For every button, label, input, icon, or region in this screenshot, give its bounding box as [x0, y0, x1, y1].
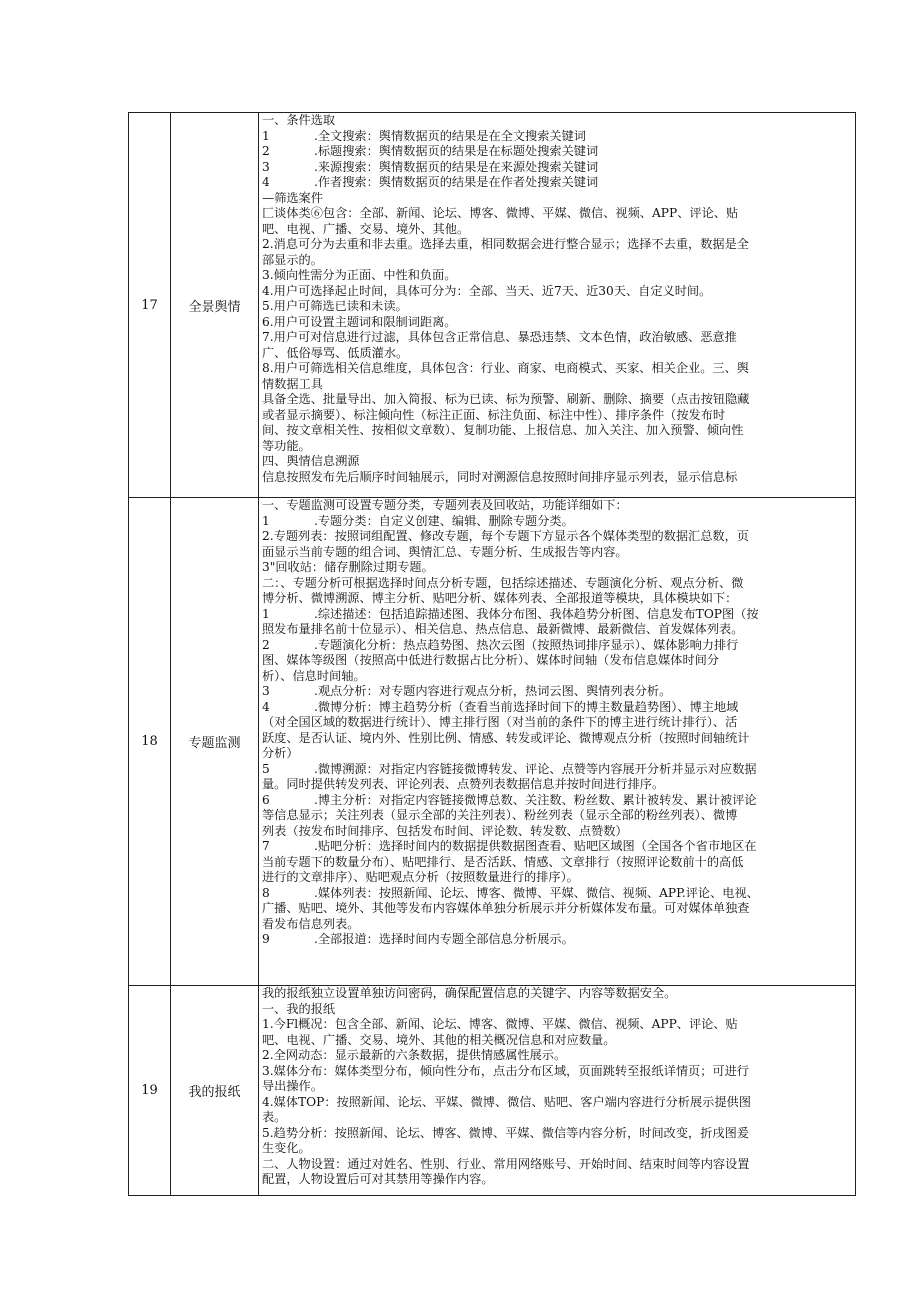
line-text: .微博分析：博主趋势分析（查看当前选择时间下的博主数量趋势图）、博主地域 — [314, 699, 739, 714]
line-text: 量。同时提供转发列表、评论列表、点赞列表数据信息并按时间进行排序。 — [262, 777, 665, 791]
line-text: 5.用户可筛选已读和未读。 — [262, 299, 408, 313]
line-text: 或者显示摘要）、标注倾向性（标注正面、标注负面、标注中性）、排序条件（按发布时 — [262, 407, 726, 422]
description-line — [262, 839, 853, 855]
line-text: 一、我的报纸 — [262, 1001, 336, 1016]
description-line — [262, 1110, 853, 1126]
description-line — [262, 514, 853, 530]
description-line — [262, 715, 853, 731]
line-text: .全文搜索：舆情数据页的结果是在全文搜索关键词 — [314, 128, 586, 143]
description-line — [262, 1064, 853, 1080]
description-line — [262, 253, 853, 269]
description-line — [262, 408, 853, 424]
description-line — [262, 237, 853, 253]
description-line — [262, 1079, 853, 1095]
line-text: .专题分类：自定义创建、编辑、删除专题分类。 — [314, 513, 574, 528]
description-line — [262, 206, 853, 222]
description-line — [262, 870, 853, 886]
description-line — [262, 653, 853, 669]
feature-name: 专题监测 — [171, 498, 259, 986]
line-text: 面显示当前专题的组合词、舆情汇总、专题分析、生成报告等内容。 — [262, 544, 628, 559]
description-line — [262, 932, 853, 948]
item-number: 6 — [262, 792, 270, 807]
item-number: 9 — [262, 932, 270, 946]
line-text: 生变化。 — [262, 1141, 311, 1155]
table-row — [129, 498, 856, 986]
line-text: 博分析、微博溯源、博主分析、贴吧分析、媒体列表、全部报道等模块，具体模块如下： — [262, 591, 738, 605]
line-text: 吧、电视、广播、交易、境外、其他。 — [262, 221, 470, 236]
line-text: （对全国区域的数据进行统计）、博主排行图（对当前的条件下的博主进行统计排行）、活 — [262, 715, 738, 729]
line-text: .微博溯源：对指定内容链接微博转发、评论、点赞等内容展开分析并显示对应数据 — [314, 761, 757, 776]
description-line — [262, 423, 853, 439]
description-line — [262, 777, 853, 793]
description-line — [262, 684, 853, 700]
description-line — [262, 439, 853, 455]
description-line — [262, 808, 853, 824]
description-line — [262, 986, 853, 1002]
description-line — [262, 377, 853, 393]
line-text: 列表（按发布时间排序、包括发布时间、评论数、转发数、点赞数） — [262, 823, 628, 838]
description-line — [262, 731, 853, 747]
description-line — [262, 330, 853, 346]
line-text: 3.媒体分布：媒体类型分布，倾向性分布，点击分布区域，页面跳转至报纸详情页；可进行 — [262, 1063, 749, 1078]
description-line — [262, 1172, 853, 1188]
line-text: 析）、信息时间轴。 — [262, 668, 366, 683]
description-line — [262, 361, 853, 377]
line-text: 当前专题下的数量分布）、贴吧排行、是否活跃、情感、文章排行（按照评论数前十的高低 — [262, 854, 744, 869]
line-text: .标题搜索：舆情数据页的结果是在标题处搜索关键词 — [314, 144, 599, 158]
line-text: 8.用户可筛选相关信息维度，具体包含：行业、商家、电商模式、买家、相关企业。三、舆 — [262, 361, 749, 375]
description-line — [262, 669, 853, 685]
line-text: .专题演化分析：热点趋势图、热次云图（按照热词排序显示）、媒体影响力排行 — [314, 637, 739, 652]
line-text: 3"回收站：储存删除过期专题。 — [262, 560, 434, 574]
line-text: 跃度、是否认证、境内外、性别比例、情感、转发或评论、微博观点分析（按照时间轴统计 — [262, 730, 750, 745]
description-line — [262, 175, 853, 191]
line-text: 7.用户可对信息进行过滤，具体包含正常信息、暴恐违禁、文本色情，政治敏感、恶意推 — [262, 330, 737, 344]
line-text: 3.倾向性需分为正面、中性和负面。 — [262, 268, 457, 282]
description-line — [262, 1033, 853, 1049]
line-text: 表。 — [262, 1110, 287, 1124]
description-line — [262, 299, 853, 315]
description-line — [262, 1126, 853, 1142]
line-text: 匚谈体类⑥包含：全部、新闻、论坛、博客、微博、平媒、微信、视频、APP、评论、贴 — [262, 206, 739, 220]
description-line — [262, 392, 853, 408]
feature-description — [259, 498, 856, 986]
line-text: .博主分析：对指定内容链接微博总数、关注数、粉丝数、累计被转发、累计被评论 — [314, 792, 757, 807]
item-number: 1 — [262, 606, 270, 621]
line-text: 配置，人物设置后可对其禁用等操作内容。 — [262, 1172, 494, 1186]
row-number: 17 — [129, 113, 171, 498]
line-text: 1.今Fl概况：包含全部、新闻、论坛、博客、微博、平媒、微信、视频、APP、评论、贴 — [262, 1017, 738, 1031]
description-line — [262, 160, 853, 176]
description-line — [262, 638, 853, 654]
description-line — [262, 529, 853, 545]
description-line — [262, 901, 853, 917]
description-line — [262, 560, 853, 576]
description-line — [262, 1157, 853, 1173]
description-line — [262, 454, 853, 470]
line-text: 导出操作。 — [262, 1079, 323, 1093]
line-text: 二、人物设置：通过对姓名、性别、行业、常用网络账号、开始时间、结束时间等内容设置 — [262, 1156, 750, 1171]
item-number: 5 — [262, 761, 270, 776]
item-number: 2 — [262, 637, 270, 652]
table-row — [129, 986, 856, 1196]
item-number: 4 — [262, 175, 270, 189]
description-line — [262, 1002, 853, 1018]
description-line — [262, 576, 853, 592]
line-text: 一、条件选取 — [262, 113, 336, 127]
item-number: 3 — [262, 684, 270, 698]
line-text: 一、专题监测可设置专题分类，专题列表及回收站，功能详细如下： — [262, 498, 628, 512]
line-text: .全部报道：选择时间内专题全部信息分析展示。 — [314, 932, 574, 946]
line-text: —筛选案件 — [262, 190, 323, 205]
line-text: 分析） — [262, 746, 299, 760]
row-number: 18 — [129, 498, 171, 986]
line-text: 四、舆情信息溯源 — [262, 454, 360, 468]
line-text: 看发布信息列表。 — [262, 916, 360, 931]
line-text: 等功能。 — [262, 438, 311, 453]
item-number: 7 — [262, 839, 270, 853]
line-text: 情数据工具 — [262, 376, 323, 391]
line-text: 信息按照发布先后顺序时间轴展示，同时对溯源信息按照时间排序显示列表，显示信息标 — [262, 469, 738, 484]
description-line — [262, 591, 853, 607]
description-line — [262, 700, 853, 716]
item-number: 1 — [262, 128, 270, 143]
line-text: 我的报纸独立设置单独访问密码，确保配置信息的关键字、内容等数据安全。 — [262, 986, 677, 1000]
line-text: .来源搜索：舆情数据页的结果是在来源处搜索关键词 — [314, 159, 599, 174]
description-line — [262, 917, 853, 933]
description-line — [262, 1141, 853, 1157]
line-text: 吧、电视、广播、交易、境外、其他的相关概况信息和对应数量。 — [262, 1032, 616, 1047]
description-line — [262, 1095, 853, 1111]
line-text: 间、按文章相关性、按相似文章数）、复制功能、上报信息、加入关注、加入预警、倾向性 — [262, 423, 744, 437]
line-text: .媒体列表：按照新闻、论坛、博客、微博、平媒、微信、视频、APP.评论、电视、 — [314, 885, 759, 900]
item-number: 2 — [262, 144, 270, 158]
description-line — [262, 268, 853, 284]
line-text: 5.趋势分析：按照新闻、论坛、博客、微博、平媒、微信等内容分析，时间改变，折戌图爰 — [262, 1125, 749, 1140]
line-text: 2.全网动态：显示最新的六条数据，提供情感属性展示。 — [262, 1048, 567, 1062]
item-number: 3 — [262, 159, 270, 174]
description-line — [262, 1017, 853, 1033]
description-line — [262, 607, 853, 623]
line-text: 图、媒体等级图（按照高中低进行数据占比分析）、媒体时间轴（发布信息媒体时间分 — [262, 653, 720, 667]
requirements-table — [128, 112, 856, 1196]
line-text: 等信息显示；关注列表（显示全部的关注列表）、粉丝列表（显示全部的粉丝列表）、微博 — [262, 808, 738, 822]
line-text: 2.消息可分为去重和非去重。选择去重，相同数据会进行整合显示；选择不去重，数据是全 — [262, 237, 749, 251]
line-text: 4.用户可选择起止时间，具体可分为：全部、当天、近7天、近30天、自定义时间。 — [262, 283, 712, 298]
description-line — [262, 855, 853, 871]
description-line — [262, 793, 853, 809]
description-line — [262, 1048, 853, 1064]
line-text: .贴吧分析：选择时间内的数据提供数据图查看、贴吧区域图（全国各个省市地区在 — [314, 839, 757, 853]
item-number: 1 — [262, 513, 270, 528]
line-text: 2.专题列表：按照词组配置、修改专题，每个专题下方显示各个媒体类型的数据汇总数，页 — [262, 529, 749, 543]
description-line — [262, 284, 853, 300]
description-line — [262, 346, 853, 362]
description-line — [262, 762, 853, 778]
table-row — [129, 113, 856, 498]
description-line — [262, 129, 853, 145]
line-text: .作者搜索：舆情数据页的结果是在作者处搜索关键词 — [314, 175, 599, 189]
feature-name: 全景舆情 — [171, 113, 259, 498]
description-line — [262, 191, 853, 207]
description-line — [262, 113, 853, 129]
line-text: 广播、贴吧、境外、其他等发布内容媒体单独分析展示并分析媒体发布量。可对媒体单独查 — [262, 901, 750, 915]
line-text: 4.媒体TOP：按照新闻、论坛、平媒、微博、微信、贴吧、客户端内容进行分析展示提供图 — [262, 1094, 751, 1109]
line-text: 广、低俗辱骂、低质灌水。 — [262, 345, 409, 360]
line-text: .综述描述：包括追踪描述图、我体分布图、我体趋势分析图、信息发布TOP图（按 — [314, 606, 759, 621]
description-line — [262, 545, 853, 561]
description-line — [262, 315, 853, 331]
description-line — [262, 498, 853, 514]
description-line — [262, 886, 853, 902]
line-text: .观点分析：对专题内容进行观点分析，热词云图、舆情列表分析。 — [314, 684, 672, 698]
line-text: 6.用户可设置主题词和限制词距离。 — [262, 314, 457, 329]
description-line — [262, 824, 853, 840]
line-text: 照发布量排名前十位显示）、相关信息、热点信息、最新微博、最新微信、首发媒体列表。 — [262, 622, 744, 636]
description-line — [262, 144, 853, 160]
item-number: 4 — [262, 699, 270, 714]
description-line — [262, 470, 853, 486]
row-number: 19 — [129, 986, 171, 1196]
feature-description — [259, 113, 856, 498]
line-text: 部显示的。 — [262, 252, 323, 267]
description-line — [262, 746, 853, 762]
line-text: 进行的文章排序）、贴吧观点分析（按照数量进行的排序）。 — [262, 870, 579, 884]
line-text: 具备全选、批量导出、加入简报、标为已读、标为预警、刷新、删除、摘要（点击按钮隐藏 — [262, 392, 750, 406]
description-line — [262, 222, 853, 238]
line-text: 二：、专题分析可根据选择时间点分析专题，包括综述描述、专题演化分析、观点分析、微 — [262, 575, 744, 590]
item-number: 8 — [262, 885, 270, 900]
feature-description — [259, 986, 856, 1196]
description-line — [262, 622, 853, 638]
feature-name: 我的报纸 — [171, 986, 259, 1196]
